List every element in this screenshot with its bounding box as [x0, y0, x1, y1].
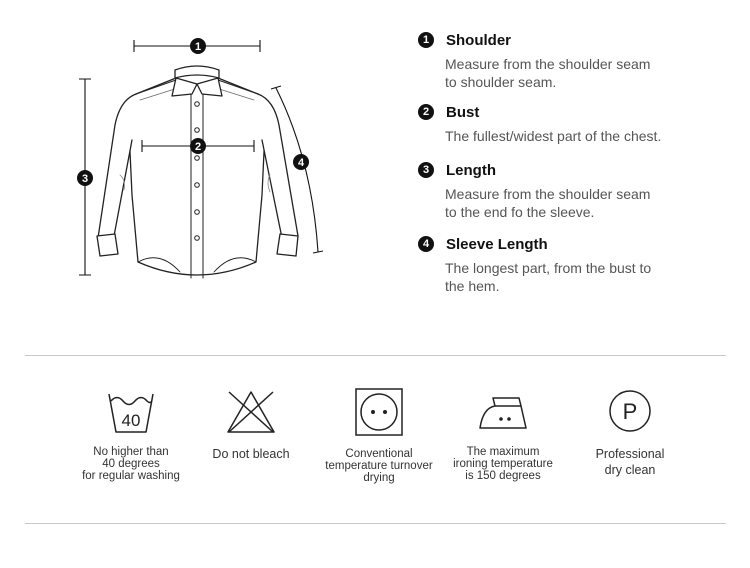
dry-clean-symbol: P: [622, 399, 638, 424]
care-wash: [66, 388, 196, 482]
measurement-length: [418, 160, 738, 221]
divider-top: [25, 355, 726, 356]
measurement-description: Measure from the shoulder seam to the end fo the sleeve.: [445, 186, 651, 220]
iron-medium-icon: [477, 388, 529, 434]
care-dry-clean: [565, 388, 695, 478]
wash-temperature: 40: [121, 411, 141, 430]
measurement-title: Sleeve Length: [446, 235, 548, 253]
measurement-description: Measure from the shoulder seam to shoulder seam.: [445, 56, 651, 90]
care-bleach: [186, 388, 316, 462]
marker-3: 3: [81, 173, 89, 185]
measurement-sleeve-length: [418, 234, 738, 295]
care-label: Professional dry clean: [595, 447, 665, 477]
measurement-title: Length: [446, 161, 496, 179]
number-bullet-icon: 1: [418, 32, 434, 48]
marker-1: 1: [194, 41, 202, 53]
number-bullet-icon: 4: [418, 236, 434, 252]
wash-40-icon: [105, 388, 157, 434]
professional-dry-clean-icon: [604, 388, 656, 434]
care-drying: [314, 388, 444, 484]
care-ironing: [438, 388, 568, 482]
tumble-dry-normal-icon: [353, 388, 405, 436]
measurement-title: Bust: [446, 103, 480, 121]
measurement-shoulder: [418, 30, 738, 91]
measurement-bust: [418, 102, 738, 145]
divider-bottom: [25, 523, 726, 524]
care-label: Do not bleach: [212, 447, 290, 461]
care-label: The maximum ironing temperature is 150 degrees: [453, 446, 553, 482]
measurement-description: The fullest/widest part of the chest.: [445, 128, 662, 144]
number-bullet-icon: 3: [418, 162, 434, 178]
care-label: No higher than 40 degrees for regular washing: [82, 446, 180, 482]
measurement-description: The longest part, from the bust to the hem.: [445, 260, 652, 294]
measurement-title: Shoulder: [446, 31, 512, 49]
shirt-diagram: [0, 0, 400, 300]
marker-2: 2: [194, 141, 202, 153]
do-not-bleach-icon: [225, 388, 277, 434]
number-bullet-icon: 2: [418, 104, 434, 120]
care-label: Conventional temperature turnover drying: [325, 448, 433, 484]
marker-4: 4: [297, 157, 305, 169]
